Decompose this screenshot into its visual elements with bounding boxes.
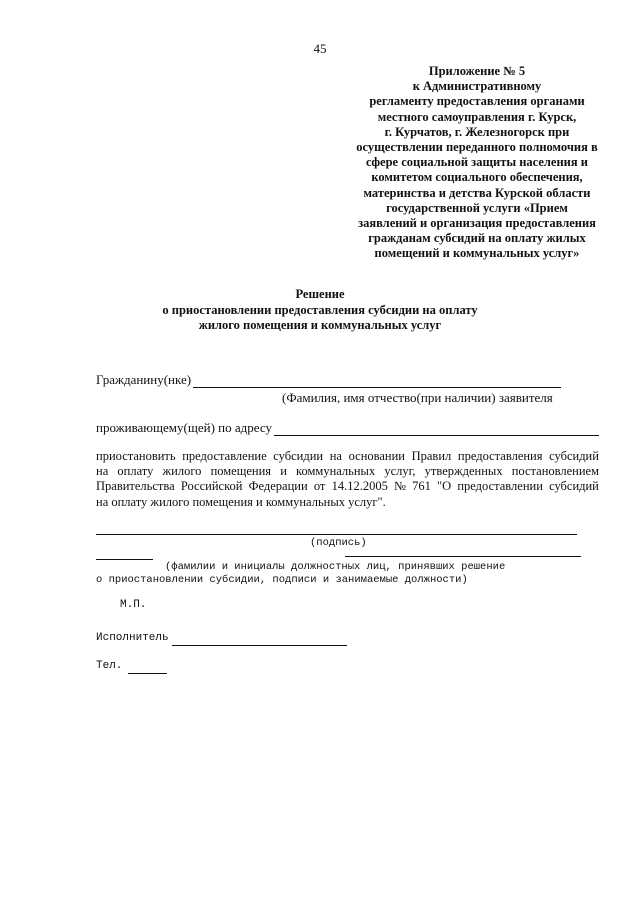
phone-label: Тел. bbox=[96, 660, 123, 672]
body-word: Российской bbox=[180, 479, 243, 494]
page-number: 45 bbox=[313, 41, 327, 56]
appendix-line: заявлений и организация предоставления bbox=[358, 216, 596, 231]
officials-line[interactable] bbox=[345, 556, 581, 557]
address-field[interactable] bbox=[274, 435, 599, 436]
body-line bbox=[96, 449, 599, 464]
body-word: постановлением bbox=[511, 464, 599, 479]
appendix-line: гражданам субсидий на оплату жилых bbox=[368, 231, 586, 246]
appendix-line: г. Курчатов, г. Железногорск при bbox=[384, 124, 570, 139]
appendix-line: местного самоуправления г. Курск, bbox=[377, 109, 577, 124]
body-word: предоставление bbox=[182, 449, 267, 463]
body-word: оплату bbox=[117, 464, 154, 479]
body-word: утвержденных bbox=[424, 464, 503, 479]
body-word: предоставления bbox=[457, 449, 543, 463]
body-word: Правительства bbox=[96, 479, 175, 494]
decision-subtitle-line: о приостановлении предоставления субсидии на оплату bbox=[162, 302, 478, 317]
body-word: основании bbox=[348, 449, 405, 463]
appendix-line: к Административному bbox=[412, 79, 542, 94]
body-word: жилого bbox=[162, 464, 202, 479]
executor-field[interactable] bbox=[172, 645, 347, 646]
body-line bbox=[96, 479, 599, 494]
body-word: "О bbox=[437, 479, 452, 494]
body-word: услуг, bbox=[384, 464, 416, 479]
appendix-header bbox=[318, 64, 636, 262]
executor-label: Исполнитель bbox=[96, 632, 169, 644]
decision-body bbox=[96, 449, 599, 510]
body-line bbox=[96, 464, 599, 479]
body-word: субсидий bbox=[549, 449, 599, 463]
body-word: от bbox=[313, 479, 326, 494]
body-word: приостановить bbox=[96, 449, 176, 463]
body-word: предоставлении bbox=[457, 479, 543, 494]
body-word: субсидий bbox=[549, 479, 599, 494]
appendix-line: Приложение № 5 bbox=[428, 64, 526, 78]
officials-caption-1: (фамилии и инициалы должностных лиц, принявших решение bbox=[165, 561, 506, 573]
appendix-line: сфере социальной защиты населения и bbox=[366, 155, 588, 170]
body-word: коммунальных bbox=[296, 464, 376, 479]
body-word: субсидии bbox=[273, 449, 324, 463]
appendix-line: помещений и коммунальных услуг» bbox=[374, 246, 580, 261]
citizen-label: Гражданину(нке) bbox=[96, 372, 192, 387]
decision-title: Решение bbox=[295, 287, 345, 301]
body-word: Федерации bbox=[248, 479, 308, 494]
body-word: Правил bbox=[411, 449, 452, 463]
appendix-line: государственной услуги «Прием bbox=[386, 200, 568, 215]
appendix-line: комитетом социального обеспечения, bbox=[371, 170, 583, 185]
body-line: на оплату жилого помещения и коммунальных услуг". bbox=[96, 494, 386, 509]
stamp-label: М.П. bbox=[120, 599, 147, 611]
body-word: 14.12.2005 bbox=[331, 479, 388, 494]
address-label: проживающему(щей) по адресу bbox=[96, 420, 272, 435]
appendix-line: регламенту предоставления органами bbox=[369, 94, 585, 109]
body-word: и bbox=[280, 464, 287, 479]
body-word: на bbox=[329, 449, 342, 463]
citizen-name-field[interactable] bbox=[193, 387, 561, 388]
body-word: № bbox=[394, 479, 406, 494]
phone-field[interactable] bbox=[128, 673, 167, 674]
appendix-line: материнства и детства Курской области bbox=[363, 185, 591, 200]
decision-subtitle-line: жилого помещения и коммунальных услуг bbox=[198, 318, 442, 332]
officials-line-short bbox=[96, 559, 153, 560]
body-word: 761 bbox=[412, 479, 431, 494]
body-word: помещения bbox=[210, 464, 272, 479]
signature-caption: (подпись) bbox=[310, 537, 367, 549]
citizen-caption: (Фамилия, имя отчество(при наличии) заявителя bbox=[282, 390, 553, 405]
officials-caption-2: о приостановлении субсидии, подписи и занимаемые должности) bbox=[96, 574, 468, 586]
decision-heading bbox=[150, 287, 490, 334]
signature-line[interactable] bbox=[96, 534, 577, 535]
appendix-line: осуществлении переданного полномочия в bbox=[356, 140, 598, 155]
body-word: на bbox=[96, 464, 109, 479]
